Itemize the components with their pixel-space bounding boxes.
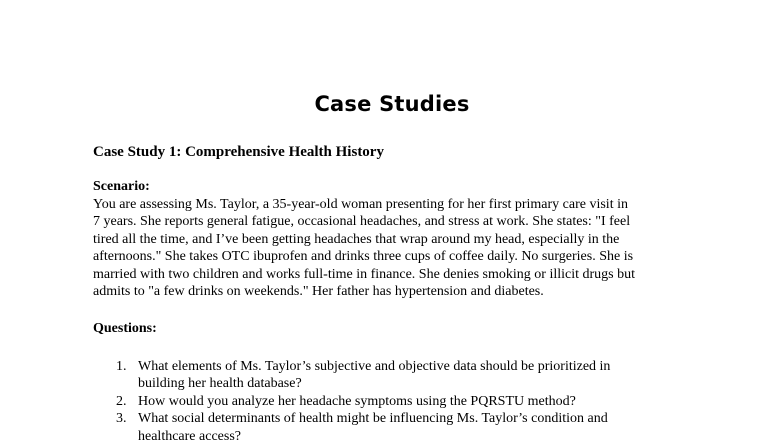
question-text <box>138 410 703 445</box>
question-number: 2. <box>116 393 127 409</box>
scenario-line: You are assessing Ms. Taylor, a 35-year-old woman presenting for her first primary care visit in <box>93 197 628 212</box>
question-text <box>138 358 703 393</box>
questions-list <box>93 358 703 445</box>
scenario-line: admits to "a few drinks on weekends." Her father has hypertension and diabetes. <box>93 284 544 300</box>
scenario-line: tired all the time, and I’ve been getting headaches that wrap around my head, especially in the <box>93 231 620 247</box>
case-study-heading: Case Study 1: Comprehensive Health History <box>93 144 384 160</box>
question-item-3 <box>93 410 703 445</box>
question-number: 3. <box>116 411 127 427</box>
question-line: healthcare access? <box>138 428 241 444</box>
scenario-label: Scenario: <box>93 179 150 194</box>
question-line: What elements of Ms. Taylor’s subjective and objective data should be prioritized in <box>138 359 611 374</box>
question-number: 1. <box>116 359 127 374</box>
scenario-line: 7 years. She reports general fatigue, occasional headaches, and stress at work. She states: "I feel <box>93 214 631 230</box>
scenario-line: afternoons." She takes OTC ibuprofen and drinks three cups of coffee daily. No surgeries. She is <box>93 249 634 265</box>
scenario-line: married with two children and works full-time in finance. She denies smoking or illicit drugs but <box>93 266 636 282</box>
question-text <box>138 393 703 410</box>
question-item-2 <box>93 393 703 410</box>
question-line: How would you analyze her headache symptoms using the PQRSTU method? <box>138 393 576 409</box>
questions-label: Questions: <box>93 321 157 336</box>
page-title: Case Studies <box>314 92 470 116</box>
question-line: What social determinants of health might be influencing Ms. Taylor’s condition and <box>138 411 608 427</box>
question-item-1 <box>93 358 703 393</box>
question-line: building her health database? <box>138 376 302 392</box>
scenario-paragraph <box>93 196 703 300</box>
